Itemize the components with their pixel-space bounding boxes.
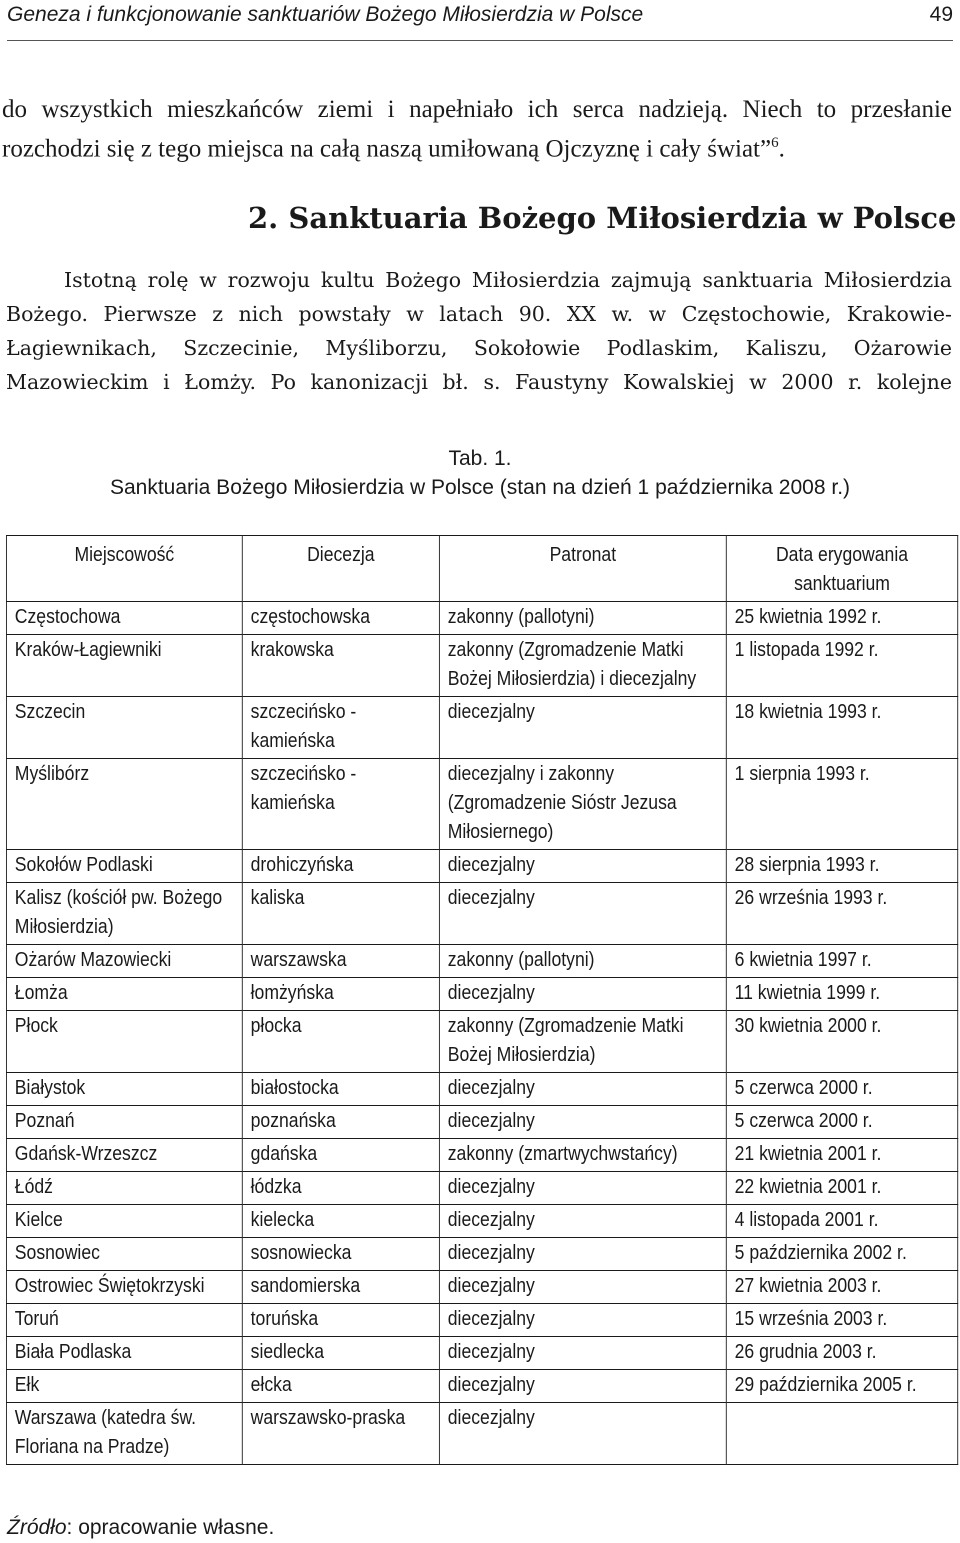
source-note (7, 1514, 274, 1542)
cell-patronage: diecezjalny (439, 697, 726, 759)
table-header-row (6, 536, 957, 602)
table-row (6, 1106, 957, 1139)
table-row (6, 602, 957, 635)
table-row (6, 759, 957, 850)
cell-erection-date: 18 kwietnia 1993 r. (726, 697, 957, 759)
cell-diocese: siedlecka (242, 1337, 439, 1370)
cell-patronage: zakonny (zmartwychwstańcy) (439, 1139, 726, 1172)
cell-erection-date: 25 kwietnia 1992 r. (726, 602, 957, 635)
cell-erection-date: 1 listopada 1992 r. (726, 635, 957, 697)
running-header (7, 0, 953, 30)
cell-locality: Sokołów Podlaski (6, 850, 242, 883)
cell-erection-date (726, 1403, 957, 1465)
cell-patronage: diecezjalny (439, 1370, 726, 1403)
cell-patronage: zakonny (Zgromadzenie Matki Bożej Miłosierdzia) i diecezjalny (439, 635, 726, 697)
cell-patronage: diecezjalny (439, 850, 726, 883)
cell-erection-date: 5 czerwca 2000 r. (726, 1106, 957, 1139)
cell-locality: Częstochowa (6, 602, 242, 635)
cell-patronage: diecezjalny (439, 1238, 726, 1271)
cell-locality: Ożarów Mazowiecki (6, 945, 242, 978)
column-header-locality: Miejscowość (6, 536, 242, 602)
cell-locality: Biała Podlaska (6, 1337, 242, 1370)
cell-erection-date: 26 września 1993 r. (726, 883, 957, 945)
cell-diocese: poznańska (242, 1106, 439, 1139)
cell-locality: Toruń (6, 1304, 242, 1337)
cell-patronage: diecezjalny i zakonny (Zgromadzenie Sióstr Jezusa Miłosiernego) (439, 759, 726, 850)
cell-patronage: zakonny (pallotyni) (439, 602, 726, 635)
intro-line-2-end: . (778, 135, 785, 163)
body-line-4: Mazowieckim i Łomży. Po kanonizacji bł. s. Faustyny Kowalskiej w 2000 r. kolejne (6, 370, 952, 394)
cell-erection-date: 30 kwietnia 2000 r. (726, 1011, 957, 1073)
cell-diocese: białostocka (242, 1073, 439, 1106)
cell-patronage: diecezjalny (439, 1172, 726, 1205)
intro-line-2 (2, 126, 952, 166)
cell-diocese: częstochowska (242, 602, 439, 635)
cell-erection-date: 27 kwietnia 2003 r. (726, 1271, 957, 1304)
cell-erection-date: 6 kwietnia 1997 r. (726, 945, 957, 978)
table-row (6, 1011, 957, 1073)
body-line-1: Istotną rolę w rozwoju kultu Bożego Miłosierdzia zajmują sanktuaria Miłosierdzia (64, 268, 952, 292)
cell-locality: Kielce (6, 1205, 242, 1238)
table-row (6, 1370, 957, 1403)
cell-patronage: diecezjalny (439, 1271, 726, 1304)
column-header-erection-date: Data erygowania sanktuarium (726, 536, 957, 602)
cell-diocese: płocka (242, 1011, 439, 1073)
table-row (6, 1073, 957, 1106)
table-row (6, 1205, 957, 1238)
cell-erection-date: 22 kwietnia 2001 r. (726, 1172, 957, 1205)
table-row (6, 883, 957, 945)
cell-diocese: warszawska (242, 945, 439, 978)
cell-diocese: kaliska (242, 883, 439, 945)
table-row (6, 1337, 957, 1370)
table-row (6, 1403, 957, 1465)
cell-locality: Kraków-Łagiewniki (6, 635, 242, 697)
intro-line-1: do wszystkich mieszkańców ziemi i napełniało ich serca nadzieją. Niech to przesłanie (2, 96, 952, 123)
intro-line-2-text: rozchodzi się z tego miejsca na całą naszą umiłowaną Ojczyznę i cały świat” (2, 135, 772, 163)
cell-diocese: sandomierska (242, 1271, 439, 1304)
cell-erection-date: 21 kwietnia 2001 r. (726, 1139, 957, 1172)
cell-diocese: toruńska (242, 1304, 439, 1337)
source-text: : opracowanie własne. (66, 1516, 275, 1539)
table-row (6, 850, 957, 883)
table-row (6, 978, 957, 1011)
cell-patronage: diecezjalny (439, 1205, 726, 1238)
header-divider (7, 40, 953, 41)
cell-locality: Sosnowiec (6, 1238, 242, 1271)
cell-locality: Poznań (6, 1106, 242, 1139)
cell-locality: Ostrowiec Świętokrzyski (6, 1271, 242, 1304)
cell-diocese: drohiczyńska (242, 850, 439, 883)
cell-erection-date: 29 października 2005 r. (726, 1370, 957, 1403)
cell-patronage: diecezjalny (439, 1337, 726, 1370)
cell-patronage: zakonny (Zgromadzenie Matki Bożej Miłosierdzia) (439, 1011, 726, 1073)
cell-locality: Szczecin (6, 697, 242, 759)
cell-locality: Gdańsk-Wrzeszcz (6, 1139, 242, 1172)
table-row (6, 635, 957, 697)
table-body (6, 602, 957, 1465)
cell-patronage: diecezjalny (439, 883, 726, 945)
cell-locality: Płock (6, 1011, 242, 1073)
cell-erection-date: 4 listopada 2001 r. (726, 1205, 957, 1238)
cell-erection-date: 1 sierpnia 1993 r. (726, 759, 957, 850)
cell-diocese: sosnowiecka (242, 1238, 439, 1271)
table-row (6, 697, 957, 759)
cell-patronage: diecezjalny (439, 1403, 726, 1465)
table-row (6, 1172, 957, 1205)
cell-locality: Łomża (6, 978, 242, 1011)
body-line-3: Łagiewnikach, Szczecinie, Myśliborzu, Sokołowie Podlaskim, Kaliszu, Ożarowie (6, 336, 952, 360)
table-number: Tab. 1. (448, 447, 512, 470)
source-label: Źródło (7, 1516, 67, 1539)
table-row (6, 945, 957, 978)
cell-diocese: warszawsko-praska (242, 1403, 439, 1465)
cell-locality: Ełk (6, 1370, 242, 1403)
cell-diocese: gdańska (242, 1139, 439, 1172)
column-header-patronage: Patronat (439, 536, 726, 602)
body-paragraph (6, 263, 952, 399)
footnote-marker: 6 (771, 135, 779, 151)
cell-diocese: krakowska (242, 635, 439, 697)
page-number: 49 (929, 3, 953, 26)
cell-locality: Kalisz (kościół pw. Bożego Miłosierdzia) (6, 883, 242, 945)
cell-patronage: diecezjalny (439, 978, 726, 1011)
cell-diocese: ełcka (242, 1370, 439, 1403)
shrines-table (6, 535, 958, 1465)
cell-erection-date: 5 czerwca 2000 r. (726, 1073, 957, 1106)
cell-locality: Łódź (6, 1172, 242, 1205)
table-caption: Sanktuaria Bożego Miłosierdzia w Polsce (stan na dzień 1 października 2008 r.) (109, 476, 851, 499)
cell-patronage: zakonny (pallotyni) (439, 945, 726, 978)
cell-patronage: diecezjalny (439, 1106, 726, 1139)
cell-diocese: szczecińsko -kamieńska (242, 697, 439, 759)
cell-locality: Myślibórz (6, 759, 242, 850)
table-row (6, 1304, 957, 1337)
cell-erection-date: 11 kwietnia 1999 r. (726, 978, 957, 1011)
cell-locality: Warszawa (katedra św. Floriana na Pradze) (6, 1403, 242, 1465)
section-heading: 2. Sanktuaria Bożego Miłosierdzia w Polsce (248, 201, 957, 235)
cell-erection-date: 15 września 2003 r. (726, 1304, 957, 1337)
cell-diocese: łomżyńska (242, 978, 439, 1011)
cell-diocese: kielecka (242, 1205, 439, 1238)
body-line-2: Bożego. Pierwsze z nich powstały w latach 90. XX w. w Częstochowie, Krakowie- (6, 302, 952, 326)
cell-diocese: szczecińsko -kamieńska (242, 759, 439, 850)
cell-erection-date: 5 października 2002 r. (726, 1238, 957, 1271)
table-row (6, 1139, 957, 1172)
cell-patronage: diecezjalny (439, 1304, 726, 1337)
table-row (6, 1271, 957, 1304)
intro-paragraph (2, 92, 952, 166)
cell-diocese: łódzka (242, 1172, 439, 1205)
cell-patronage: diecezjalny (439, 1073, 726, 1106)
cell-erection-date: 28 sierpnia 1993 r. (726, 850, 957, 883)
cell-erection-date: 26 grudnia 2003 r. (726, 1337, 957, 1370)
running-title: Geneza i funkcjonowanie sanktuariów Bożego Miłosierdzia w Polsce (7, 3, 644, 26)
column-header-diocese: Diecezja (242, 536, 439, 602)
table-row (6, 1238, 957, 1271)
cell-locality: Białystok (6, 1073, 242, 1106)
